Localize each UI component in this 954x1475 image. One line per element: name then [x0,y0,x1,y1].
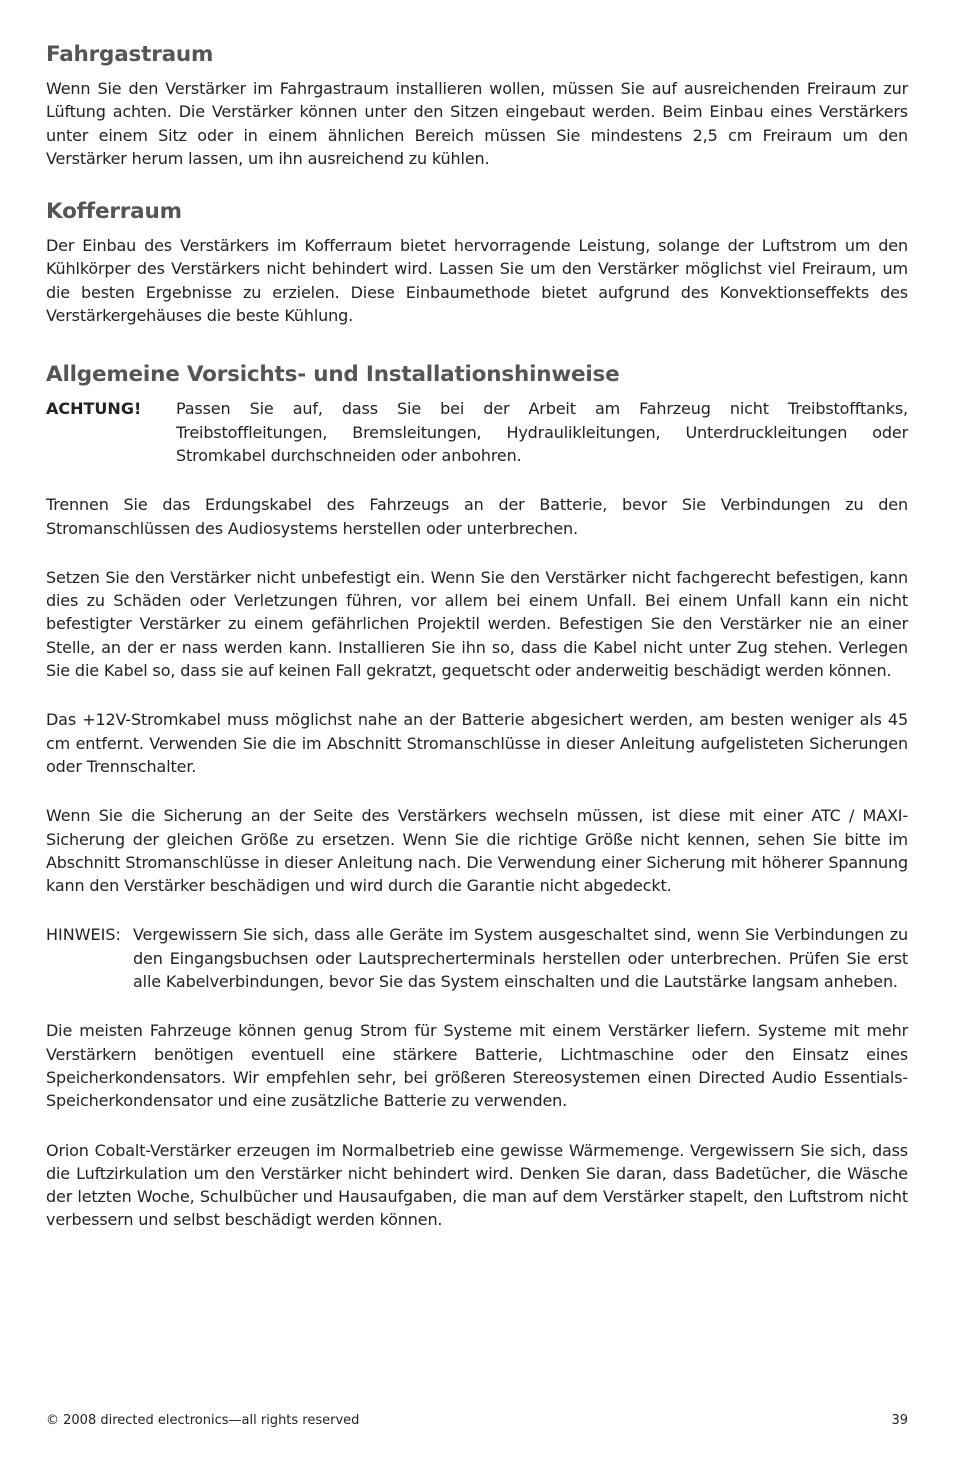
achtung-text: Passen Sie auf, dass Sie bei der Arbeit am Fahrzeug nicht Treibstofftanks, Treibstoffleitungen, Bremsleitungen, Hydraulikleitungen, Unterdruckleitungen oder Stromkabel durchschneiden oder anbohren. [176,399,908,465]
spacer [46,467,908,493]
achtung-note [46,397,908,467]
spacer [46,897,908,923]
spacer [46,993,908,1019]
paragraph-erdungskabel: Trennen Sie das Erdungskabel des Fahrzeugs an der Batterie, bevor Sie Verbindungen zu den Stromanschlüssen des Audiosystems herstellen oder unterbrechen. [46,495,908,538]
paragraph-waermemenge: Orion Cobalt-Verstärker erzeugen im Normalbetrieb eine gewisse Wärmemenge. Vergewissern Sie sich, dass die Luftzirkulation um den Verstärker nicht behindert wird. Denken Sie daran, dass Badetücher, die Wäsche der letzten Woche, Schulbücher und Hausaufgaben, die man auf dem Verstärker stapelt, den Luftstrom nicht verbessern und selbst beschädigt werden können. [46,1140,908,1230]
section-heading-fahrgastraum: Fahrgastraum [46,42,214,67]
spacer [46,170,908,197]
section-heading-allgemeine: Allgemeine Vorsichts- und Installationshinweise [46,362,620,388]
paragraph-stromkabel: Das +12V-Stromkabel muss möglichst nahe an der Batterie abgesichert werden, am besten weniger als 45 cm entfernt. Verwenden Sie die im Abschnitt Stromanschlüsse in dieser Anleitung aufgelisteten Sicherungen oder Trennschalter. [46,710,908,776]
hinweis-note [46,923,908,993]
spacer [46,327,908,360]
paragraph-fahrgastraum: Wenn Sie den Verstärker im Fahrgastraum installieren wollen, müssen Sie auf ausreichenden Freiraum zur Lüftung achten. Die Verstärker können unter den Sitzen eingebaut werden. Beim Einbau eines Verstärkers unter einem Sitz oder in einem ähnlichen Bereich müssen Sie mindestens 2,5 cm Freiraum um den Verstärker herum lassen, um ihn ausreichend zu kühlen. [46,79,908,168]
spacer [46,1113,908,1139]
paragraph-sicherung: Wenn Sie die Sicherung an der Seite des Verstärkers wechseln müssen, ist diese mit einer ATC / MAXI-Sicherung der gleichen Größe zu ersetzen. Wenn Sie die richtige Größe nicht kennen, sehen Sie bitte im Abschnitt Stromanschlüsse in dieser Anleitung nach. Die Verwendung einer Sicherung mit höherer Spannung kann den Verstärker beschädigen und wird durch die Garantie nicht abgedeckt. [46,806,908,896]
spacer [46,778,908,804]
paragraph-befestigung: Setzen Sie den Verstärker nicht unbefestigt ein. Wenn Sie den Verstärker nicht fachgerecht befestigen, kann dies zu Schäden oder Verletzungen führen, vor allem bei einem Unfall. Bei einem Unfall kann ein nicht befestigter Verstärker zu einem gefährlichen Projektil werden. Befestigen Sie den Verstärker nie an einer Stelle, an der er nass werden kann. Installieren Sie ihn so, dass die Kabel nicht unter Zug stehen. Verlegen Sie die Kabel so, dass sie auf keinen Fall gekratzt, gequetscht oder anderweitig beschädigt werden können. [46,567,908,681]
page-number: 39 [891,1413,908,1428]
spacer [46,682,908,708]
hinweis-text: Vergewissern Sie sich, dass alle Geräte im System ausgeschaltet sind, wenn Sie Verbindungen zu den Eingangsbuchsen oder Lautsprecherterminals herstellen oder unterbrechen. Prüfen Sie erst alle Kabelverbindungen, bevor Sie das System einschalten und die Lautstärke langsam anheben. [133,925,908,992]
paragraph-kofferraum: Der Einbau des Verstärkers im Kofferraum bietet hervorragende Leistung, solange der Luftstrom um den Kühlkörper des Verstärkers nicht behindert wird. Lassen Sie um den Verstärker möglichst viel Freiraum, um die besten Ergebnisse zu erzielen. Diese Einbaumethode bietet aufgrund des Konvektionseffekts des Verstärkergehäuses die beste Kühlung. [46,236,908,326]
achtung-label: ACHTUNG! [46,399,142,419]
paragraph-strombedarf: Die meisten Fahrzeuge können genug Strom für Systeme mit einem Verstärker liefern. Systeme mit mehr Verstärkern benötigen eventuell eine stärkere Batterie, Lichtmaschine oder den Einsatz eines Speicherkondensators. Wir empfehlen sehr, bei größeren Stereosystemen einen Directed Audio Essentials-Speicherkondensator und eine zusätzliche Batterie zu verwenden. [46,1021,908,1111]
spacer [46,540,908,566]
hinweis-label: HINWEIS: [46,925,121,945]
page-footer [46,1413,908,1428]
copyright-notice: © 2008 directed electronics—all rights reserved [46,1413,360,1428]
section-heading-kofferraum: Kofferraum [46,199,182,225]
page-content [46,40,908,1232]
